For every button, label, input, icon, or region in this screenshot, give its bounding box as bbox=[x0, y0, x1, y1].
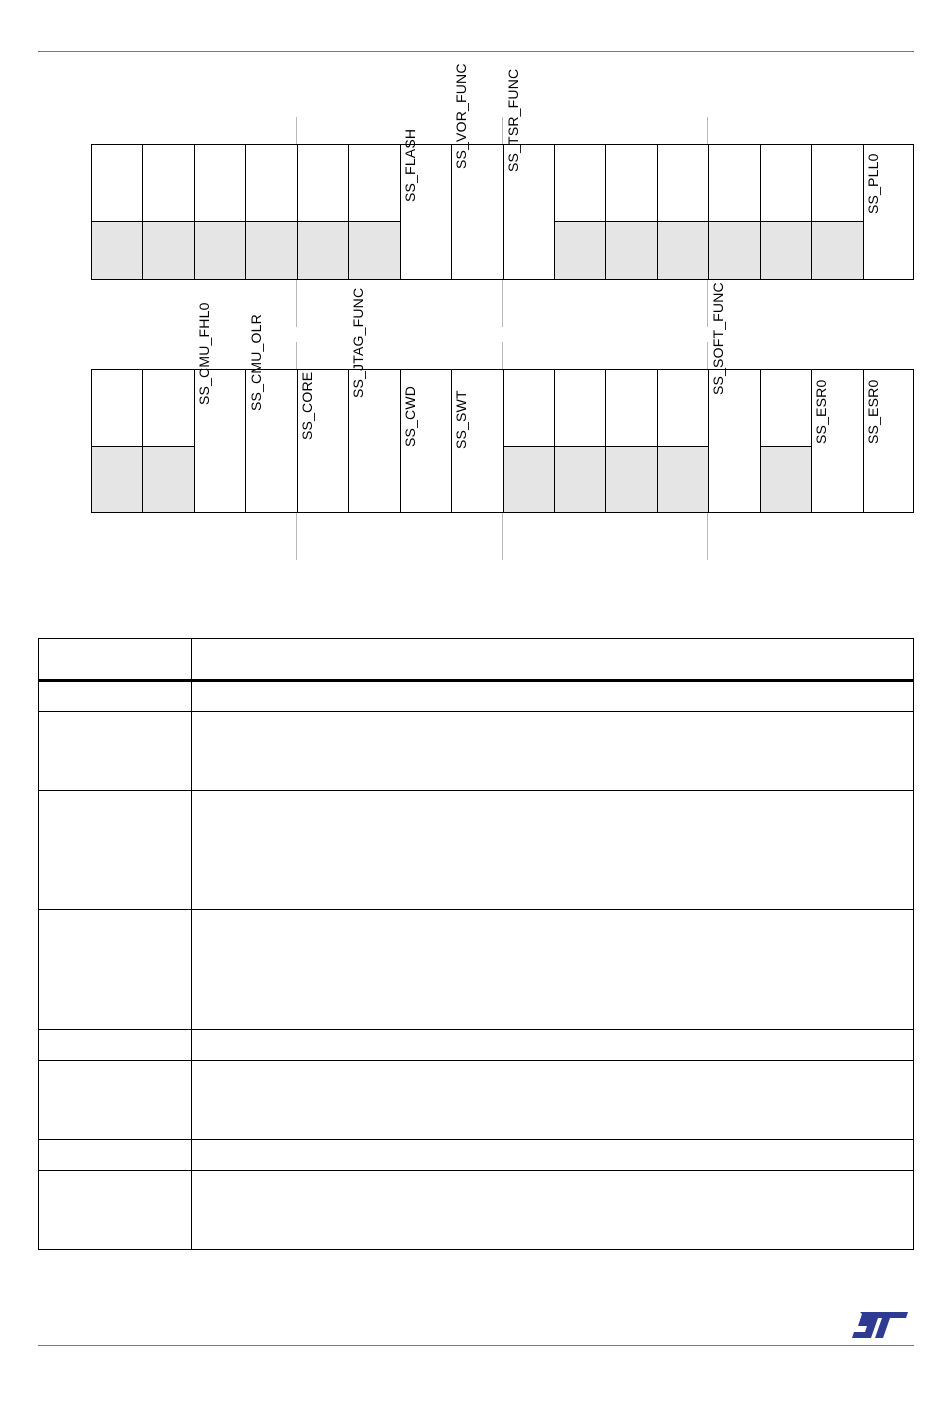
bit-field-label: SS_ESR0 bbox=[813, 379, 830, 444]
description-column-header bbox=[192, 639, 914, 681]
reserved-bit-cell bbox=[555, 145, 606, 279]
reserved-bit-cell bbox=[143, 370, 194, 512]
reserved-bit-cell bbox=[606, 145, 657, 279]
description-cell bbox=[192, 1030, 914, 1061]
bit-field-label: SS_SWT bbox=[453, 390, 470, 450]
reserved-shade bbox=[246, 221, 296, 279]
reserved-shade bbox=[555, 446, 605, 512]
description-cell bbox=[192, 1171, 914, 1250]
field-cell bbox=[39, 1171, 192, 1250]
bit-field-label: SS_ESR0 bbox=[865, 379, 882, 444]
description-cell bbox=[192, 1061, 914, 1140]
field-cell bbox=[39, 1140, 192, 1171]
bit-field-cell bbox=[298, 370, 349, 512]
description-cell bbox=[192, 910, 914, 1030]
bit-field-cell bbox=[812, 370, 863, 512]
description-cell bbox=[192, 791, 914, 910]
reserved-bit-cell bbox=[92, 145, 143, 279]
description-cell bbox=[192, 1140, 914, 1171]
bit-field-cell bbox=[452, 63, 503, 279]
register-row-lower bbox=[91, 282, 914, 560]
reserved-bit-cell bbox=[555, 370, 606, 512]
register-bit-row bbox=[91, 282, 914, 513]
bit-field-cell bbox=[864, 370, 915, 512]
field-cell bbox=[39, 910, 192, 1030]
reserved-shade bbox=[555, 221, 605, 279]
reserved-shade bbox=[761, 446, 811, 512]
reserved-shade bbox=[658, 221, 708, 279]
reserved-shade bbox=[92, 221, 142, 279]
bit-field-cell bbox=[401, 128, 452, 279]
reserved-bit-cell bbox=[709, 145, 760, 279]
bit-field-label: SS_FLASH bbox=[401, 128, 418, 202]
table-header-row bbox=[39, 639, 914, 681]
reserved-bit-cell bbox=[195, 145, 246, 279]
table-row bbox=[39, 1171, 914, 1250]
reserved-shade bbox=[504, 446, 554, 512]
bit-field-label: SS_JTAG_FUNC bbox=[350, 287, 367, 398]
footer-rule bbox=[38, 1345, 914, 1346]
bit-field-cell bbox=[246, 314, 297, 512]
bit-field-cell bbox=[452, 370, 503, 512]
field-cell bbox=[39, 681, 192, 712]
field-cell bbox=[39, 1061, 192, 1140]
bit-field-cell bbox=[349, 287, 400, 512]
table-row bbox=[39, 681, 914, 712]
reserved-bit-cell bbox=[92, 370, 143, 512]
bit-field-cell bbox=[864, 145, 915, 279]
table-row bbox=[39, 791, 914, 910]
table-row bbox=[39, 1061, 914, 1140]
field-description-table bbox=[38, 638, 914, 1250]
reserved-bit-cell bbox=[606, 370, 657, 512]
st-logo bbox=[852, 1312, 908, 1338]
bit-field-cell bbox=[195, 302, 246, 512]
reserved-bit-cell bbox=[658, 370, 709, 512]
register-bit-row bbox=[91, 63, 914, 280]
reserved-shade bbox=[658, 446, 708, 512]
field-cell bbox=[39, 712, 192, 791]
bit-field-label: SS_CMU_OLR bbox=[247, 314, 264, 412]
reserved-shade bbox=[195, 221, 245, 279]
reserved-bit-cell bbox=[298, 145, 349, 279]
field-column-header bbox=[39, 639, 192, 681]
reserved-bit-cell bbox=[658, 145, 709, 279]
field-cell bbox=[39, 791, 192, 910]
reserved-bit-cell bbox=[812, 145, 863, 279]
reserved-shade bbox=[298, 221, 348, 279]
reserved-bit-cell bbox=[143, 145, 194, 279]
st-logo-mark bbox=[852, 1312, 908, 1338]
reserved-shade bbox=[143, 221, 193, 279]
reserved-shade bbox=[606, 221, 656, 279]
bit-field-label: SS_PLL0 bbox=[865, 153, 882, 215]
reserved-shade bbox=[709, 221, 759, 279]
field-cell bbox=[39, 1030, 192, 1061]
bit-field-cell bbox=[504, 68, 555, 279]
table-row bbox=[39, 1140, 914, 1171]
reserved-bit-cell bbox=[504, 370, 555, 512]
description-cell bbox=[192, 681, 914, 712]
reserved-shade bbox=[812, 221, 862, 279]
reserved-bit-cell bbox=[246, 145, 297, 279]
bit-field-label: SS_VOR_FUNC bbox=[453, 63, 470, 170]
table-row bbox=[39, 910, 914, 1030]
table-row bbox=[39, 712, 914, 791]
header-rule bbox=[38, 51, 914, 52]
reserved-shade bbox=[606, 446, 656, 512]
reserved-bit-cell bbox=[761, 145, 812, 279]
reserved-shade bbox=[143, 446, 193, 512]
bit-field-cell bbox=[401, 370, 452, 512]
bit-field-cell bbox=[709, 282, 760, 512]
bit-field-label: SS_CWD bbox=[401, 385, 418, 447]
register-row-upper bbox=[91, 63, 914, 327]
bit-field-label: SS_TSR_FUNC bbox=[504, 68, 521, 172]
description-cell bbox=[192, 712, 914, 791]
bit-field-label: SS_CORE bbox=[298, 371, 315, 440]
table-row bbox=[39, 1030, 914, 1061]
bit-field-label: SS_SOFT_FUNC bbox=[710, 282, 727, 396]
reserved-shade bbox=[761, 221, 811, 279]
bit-field-label: SS_CMU_FHL0 bbox=[196, 302, 213, 406]
reserved-shade bbox=[349, 221, 399, 279]
reserved-shade bbox=[92, 446, 142, 512]
reserved-bit-cell bbox=[761, 370, 812, 512]
reserved-bit-cell bbox=[349, 145, 400, 279]
